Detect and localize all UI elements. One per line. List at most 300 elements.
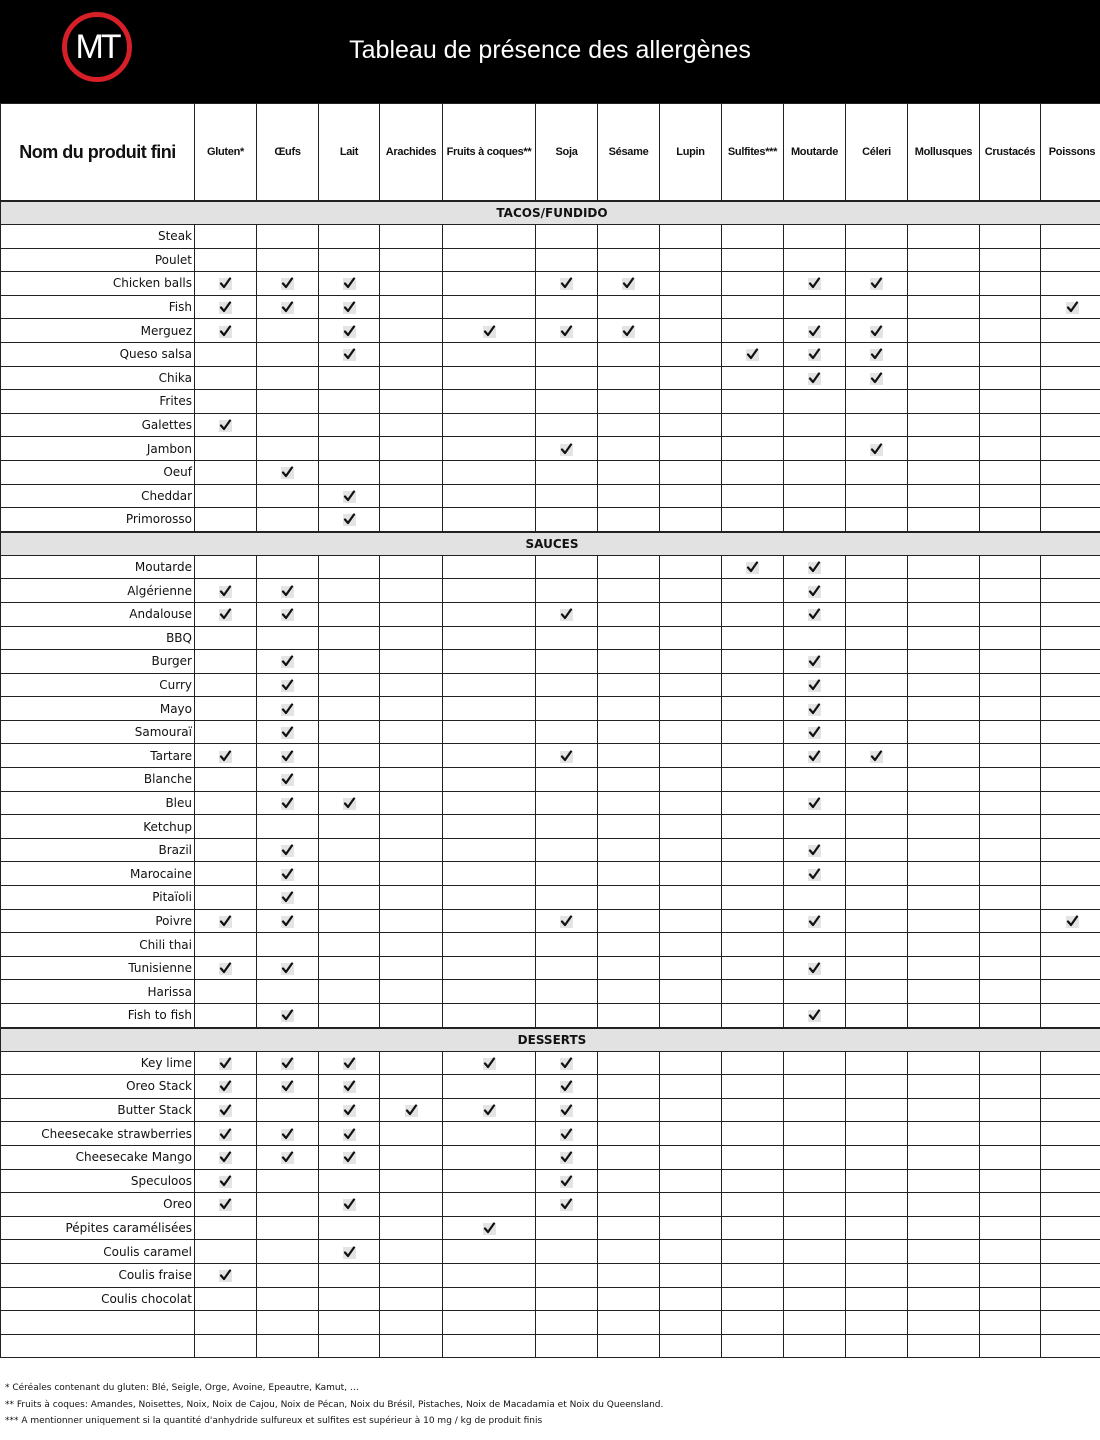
allergen-cell [660,838,722,862]
allergen-cell [722,933,784,957]
allergen-cell [980,484,1041,508]
allergen-header: Gluten* [195,104,257,202]
product-name: Coulis caramel [1,1240,195,1264]
allergen-cell [908,933,980,957]
checkmark-icon [343,1105,356,1117]
allergen-cell [536,909,598,933]
allergen-cell [443,390,536,414]
allergen-cell [980,815,1041,839]
allergen-cell [980,697,1041,721]
allergen-cell [195,791,257,815]
allergen-cell [908,225,980,249]
allergen-cell [1041,437,1100,461]
allergen-cell [660,744,722,768]
allergen-cell [380,956,443,980]
allergen-cell [443,460,536,484]
checkmark-icon [483,326,496,338]
table-row [1,1051,1100,1075]
table-row [1,508,1100,532]
allergen-cell [380,319,443,343]
allergen-cell [980,225,1041,249]
allergen-cell [846,248,908,272]
allergen-cell [784,1216,846,1240]
allergen-cell [319,768,380,792]
product-name: Cheesecake strawberries [1,1122,195,1146]
checkmark-icon [560,444,573,456]
allergen-cell [536,673,598,697]
table-row [1,460,1100,484]
allergen-cell [443,1051,536,1075]
allergen-cell [980,768,1041,792]
allergen-cell [784,295,846,319]
allergen-cell [443,1193,536,1217]
allergen-cell [908,1216,980,1240]
allergen-cell [660,720,722,744]
allergen-cell [536,1287,598,1311]
allergen-cell [980,1075,1041,1099]
allergen-cell [722,602,784,626]
allergen-cell [722,720,784,744]
allergen-cell [908,1287,980,1311]
allergen-cell [908,697,980,721]
allergen-cell [846,1098,908,1122]
allergen-cell [980,1169,1041,1193]
allergen-cell [257,413,319,437]
allergen-cell [195,579,257,603]
allergen-cell [598,248,660,272]
allergen-cell [319,673,380,697]
allergen-cell [784,272,846,296]
allergen-cell [257,602,319,626]
allergen-cell [195,1075,257,1099]
allergen-cell [195,1311,257,1335]
allergen-cell [380,673,443,697]
allergen-cell [257,768,319,792]
allergen-header: Sésame [598,104,660,202]
allergen-cell [443,673,536,697]
allergen-cell [319,1051,380,1075]
checkmark-icon [1066,302,1079,314]
allergen-cell [536,225,598,249]
table-row [1,555,1100,579]
checkmark-icon [219,1270,232,1282]
product-name: Frites [1,390,195,414]
checkmark-icon [281,586,294,598]
allergen-cell [660,768,722,792]
allergen-cell [846,673,908,697]
product-name: Fish to fish [1,1004,195,1028]
checkmark-icon [808,586,821,598]
allergen-cell [443,1311,536,1335]
allergen-cell [1041,1193,1100,1217]
checkmark-icon [560,278,573,290]
allergen-cell [722,791,784,815]
allergen-cell [660,1334,722,1358]
allergen-cell [380,909,443,933]
allergen-cell [536,1240,598,1264]
allergen-cell [1041,508,1100,532]
allergen-cell [722,956,784,980]
table-row [1,909,1100,933]
allergen-cell [846,295,908,319]
allergen-cell [195,413,257,437]
allergen-cell [536,579,598,603]
table-row [1,437,1100,461]
allergen-cell [536,1098,598,1122]
allergen-cell [319,956,380,980]
allergen-cell [319,744,380,768]
allergen-cell [380,295,443,319]
checkmark-icon [560,751,573,763]
allergen-cell [380,768,443,792]
allergen-cell [908,626,980,650]
allergen-cell [846,626,908,650]
allergen-cell [380,1098,443,1122]
allergen-cell [319,366,380,390]
allergen-cell [257,1311,319,1335]
table-row [1,272,1100,296]
allergen-cell [598,909,660,933]
allergen-cell [598,933,660,957]
allergen-cell [443,1169,536,1193]
allergen-cell [598,956,660,980]
allergen-cell [443,744,536,768]
allergen-cell [257,508,319,532]
product-name: Algérienne [1,579,195,603]
allergen-cell [784,1263,846,1287]
product-name: Butter Stack [1,1098,195,1122]
checkmark-icon [560,1199,573,1211]
allergen-cell [980,579,1041,603]
allergen-cell [660,862,722,886]
checkmark-icon [746,562,759,574]
allergen-cell [1041,673,1100,697]
allergen-cell [980,1216,1041,1240]
table-row [1,768,1100,792]
allergen-header: Œufs [257,104,319,202]
allergen-cell [722,838,784,862]
allergen-cell [722,980,784,1004]
allergen-cell [660,933,722,957]
allergen-cell [319,980,380,1004]
allergen-cell [1041,272,1100,296]
checkmark-icon [808,656,821,668]
allergen-cell [598,1051,660,1075]
product-name: Chicken balls [1,272,195,296]
allergen-cell [257,862,319,886]
allergen-cell [980,838,1041,862]
allergen-cell [980,1311,1041,1335]
allergen-cell [846,413,908,437]
table-row [1,1311,1100,1335]
allergen-cell [195,720,257,744]
allergen-cell [257,272,319,296]
allergen-cell [980,673,1041,697]
allergen-cell [784,886,846,910]
allergen-cell [598,650,660,674]
allergen-cell [908,1145,980,1169]
allergen-cell [443,1004,536,1028]
checkmark-icon [622,278,635,290]
allergen-cell [784,555,846,579]
checkmark-icon [808,963,821,975]
allergen-cell [598,579,660,603]
allergen-cell [257,1075,319,1099]
allergen-cell [660,1193,722,1217]
allergen-cell [784,366,846,390]
allergen-cell [660,673,722,697]
product-name: BBQ [1,626,195,650]
product-name: Steak [1,225,195,249]
allergen-cell [722,225,784,249]
allergen-cell [908,366,980,390]
allergen-cell [195,319,257,343]
checkmark-icon [343,302,356,314]
allergen-cell [980,460,1041,484]
allergen-cell [784,319,846,343]
allergen-cell [257,366,319,390]
allergen-cell [980,720,1041,744]
product-name: Coulis chocolat [1,1287,195,1311]
checkmark-icon [343,1081,356,1093]
allergen-cell [319,225,380,249]
checkmark-icon [281,1081,294,1093]
allergen-cell [536,933,598,957]
allergen-cell [443,886,536,910]
product-name: Poulet [1,248,195,272]
allergen-cell [660,626,722,650]
product-name: Jambon [1,437,195,461]
allergen-cell [598,508,660,532]
checkmark-icon [343,326,356,338]
allergen-cell [784,768,846,792]
allergen-cell [908,248,980,272]
allergen-cell [722,1334,784,1358]
allergen-cell [660,815,722,839]
allergen-cell [660,437,722,461]
allergen-cell [443,437,536,461]
product-name: Samouraï [1,720,195,744]
allergen-cell [319,1075,380,1099]
allergen-cell [380,437,443,461]
allergen-cell [908,390,980,414]
allergen-cell [380,508,443,532]
allergen-cell [1041,1098,1100,1122]
allergen-cell [722,437,784,461]
allergen-cell [195,956,257,980]
table-row [1,342,1100,366]
checkmark-icon [281,278,294,290]
allergen-cell [598,838,660,862]
allergen-cell [536,319,598,343]
allergen-cell [1041,1169,1100,1193]
allergen-cell [660,909,722,933]
allergen-cell [195,248,257,272]
allergen-cell [784,956,846,980]
allergen-cell [257,933,319,957]
allergen-cell [846,720,908,744]
allergen-cell [536,980,598,1004]
checkmark-icon [281,1058,294,1070]
allergen-cell [319,815,380,839]
allergen-cell [195,1122,257,1146]
allergen-cell [319,838,380,862]
allergen-cell [660,1287,722,1311]
checkmark-icon [560,1058,573,1070]
allergen-cell [443,555,536,579]
table-row [1,1098,1100,1122]
allergen-cell [980,390,1041,414]
allergen-cell [257,555,319,579]
allergen-cell [722,697,784,721]
allergen-cell [980,272,1041,296]
checkmark-icon [808,727,821,739]
allergen-cell [195,909,257,933]
allergen-cell [598,437,660,461]
checkmark-icon [870,373,883,385]
checkmark-icon [343,349,356,361]
allergen-header: Crustacés [980,104,1041,202]
allergen-cell [380,886,443,910]
allergen-cell [443,602,536,626]
allergen-cell [536,1334,598,1358]
allergen-cell [257,319,319,343]
checkmark-icon [219,1105,232,1117]
allergen-cell [660,791,722,815]
allergen-cell [784,1287,846,1311]
allergen-cell [1041,1075,1100,1099]
allergen-cell [319,933,380,957]
allergen-cell [980,1122,1041,1146]
allergen-cell [722,390,784,414]
allergen-cell [536,1169,598,1193]
allergen-cell [443,768,536,792]
checkmark-icon [483,1223,496,1235]
checkmark-icon [343,278,356,290]
allergen-cell [380,862,443,886]
allergen-cell [908,956,980,980]
allergen-cell [784,1075,846,1099]
allergen-cell [846,956,908,980]
product-name: Tartare [1,744,195,768]
allergen-cell [257,1263,319,1287]
allergen-cell [195,673,257,697]
allergen-cell [257,1169,319,1193]
allergen-cell [722,768,784,792]
allergen-cell [846,1311,908,1335]
table-row [1,1263,1100,1287]
allergen-cell [722,1051,784,1075]
allergen-cell [257,1145,319,1169]
allergen-cell [443,933,536,957]
allergen-cell [598,413,660,437]
section-row [1,201,1100,225]
product-name: Pépites caramélisées [1,1216,195,1240]
allergen-cell [908,484,980,508]
allergen-cell [980,933,1041,957]
allergen-cell [319,460,380,484]
allergen-cell [598,484,660,508]
allergen-cell [598,555,660,579]
allergen-cell [443,366,536,390]
checkmark-icon [560,916,573,928]
allergen-cell [1041,886,1100,910]
allergen-cell [443,342,536,366]
allergen-cell [980,342,1041,366]
allergen-cell [195,1051,257,1075]
product-name [1,1334,195,1358]
allergen-cell [1041,1334,1100,1358]
allergen-cell [257,980,319,1004]
allergen-cell [1041,626,1100,650]
allergen-cell [1041,1263,1100,1287]
allergen-cell [908,1004,980,1028]
allergen-cell [380,1145,443,1169]
allergen-cell [380,1122,443,1146]
table-row [1,579,1100,603]
allergen-cell [784,909,846,933]
allergen-cell [443,1145,536,1169]
allergen-cell [1041,295,1100,319]
checkmark-icon [808,845,821,857]
allergen-cell [908,744,980,768]
allergen-cell [536,1145,598,1169]
checkmark-icon [808,1010,821,1022]
allergen-cell [598,366,660,390]
allergen-cell [660,1311,722,1335]
allergen-cell [660,1240,722,1264]
allergen-cell [257,838,319,862]
allergen-cell [660,319,722,343]
allergen-cell [443,626,536,650]
table-row [1,744,1100,768]
allergen-cell [380,697,443,721]
allergen-cell [380,933,443,957]
allergen-cell [443,225,536,249]
allergen-cell [722,815,784,839]
allergen-cell [195,602,257,626]
allergen-cell [1041,342,1100,366]
allergen-cell [257,342,319,366]
allergen-cell [1041,1145,1100,1169]
product-name: Harissa [1,980,195,1004]
allergen-cell [784,1145,846,1169]
table-row [1,1169,1100,1193]
allergen-cell [257,791,319,815]
allergen-cell [722,1098,784,1122]
allergen-cell [380,838,443,862]
section-row [1,1028,1100,1052]
checkmark-icon [808,680,821,692]
allergen-cell [980,319,1041,343]
allergen-cell [1041,366,1100,390]
allergen-cell [319,1287,380,1311]
allergen-cell [598,1075,660,1099]
allergen-cell [846,697,908,721]
allergen-cell [980,437,1041,461]
allergen-cell [380,650,443,674]
allergen-cell [660,886,722,910]
allergen-cell [846,980,908,1004]
allergen-cell [536,626,598,650]
checkmark-icon [560,1176,573,1188]
allergen-cell [908,862,980,886]
checkmark-icon [343,514,356,526]
allergen-header: Lait [319,104,380,202]
checkmark-icon [281,798,294,810]
allergen-cell [1041,248,1100,272]
allergen-cell [908,460,980,484]
